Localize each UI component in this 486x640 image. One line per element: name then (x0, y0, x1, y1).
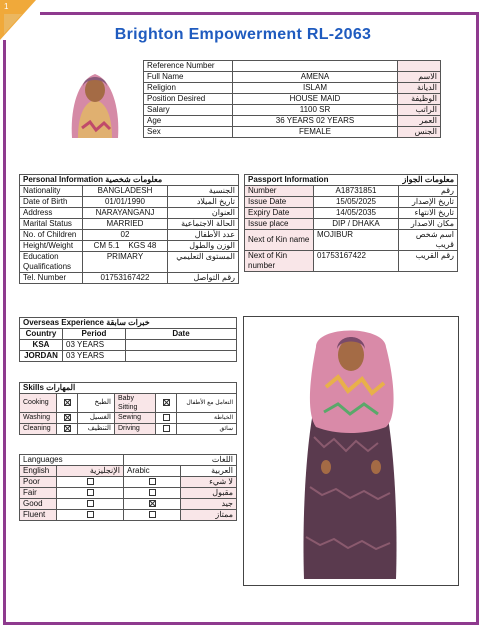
summary-label: Sex (144, 127, 233, 138)
skills-table (19, 382, 237, 435)
table-row (144, 105, 441, 116)
passport-info-title-ar: معلومات الجواز (402, 175, 454, 184)
skill-label-ar: التعامل مع الأطفال (177, 394, 237, 413)
language-level-label: Good (20, 499, 57, 510)
personal-label-ar: الوزن والطول (168, 241, 239, 252)
personal-label: No. of Children (20, 230, 83, 241)
skills-header (20, 383, 237, 394)
passport-label-ar: تاريخ الإصدار (399, 197, 458, 208)
checkbox-checked-icon (163, 399, 170, 406)
table-row (245, 208, 458, 219)
personal-label-ar: المستوى التعليمي (168, 252, 239, 273)
overseas-header (20, 318, 237, 329)
summary-label: Salary (144, 105, 233, 116)
full-body-photo (243, 316, 459, 586)
skills-title: Skills (23, 383, 44, 392)
language-level-label: Fluent (20, 510, 57, 521)
personal-value: MARRIED (83, 219, 168, 230)
table-row (20, 351, 237, 362)
table-row (144, 72, 441, 83)
table-row (20, 208, 239, 219)
english-checkbox[interactable] (57, 477, 124, 488)
skill-label: Baby Sitting (115, 394, 156, 413)
personal-label: Nationality (20, 186, 83, 197)
personal-value: 02 (83, 230, 168, 241)
passport-label: Next of Kin name (245, 230, 314, 251)
personal-label: Tel. Number (20, 273, 83, 284)
checkbox-empty-icon (87, 478, 94, 485)
language-level-label: Fair (20, 488, 57, 499)
table-row (20, 186, 239, 197)
summary-value: AMENA (233, 72, 398, 83)
table-row (144, 116, 441, 127)
arabic-checkbox[interactable] (124, 499, 181, 510)
passport-value: 14/05/2035 (314, 208, 399, 219)
overseas-country: JORDAN (20, 351, 63, 362)
passport-label-ar: رقم (399, 186, 458, 197)
checkbox-checked-icon (64, 425, 71, 432)
table-row (20, 466, 237, 477)
skills-title-ar: المهارات (46, 383, 76, 392)
summary-label-ar: الجنس (398, 127, 441, 138)
personal-value: 01/01/1990 (83, 197, 168, 208)
checkbox-empty-icon (87, 500, 94, 507)
overseas-experience-table (19, 317, 237, 362)
personal-label: Education Qualifications (20, 252, 83, 273)
personal-label-ar: عدد الأطفال (168, 230, 239, 241)
summary-label: Full Name (144, 72, 233, 83)
table-row (20, 197, 239, 208)
border-bottom (3, 622, 479, 625)
arabic-checkbox[interactable] (124, 510, 181, 521)
passport-label-ar: تاريخ الانتهاء (399, 208, 458, 219)
personal-value: CM 5.1 KGS 48 (83, 241, 168, 252)
passport-label-ar: اسم شخص قريب (399, 230, 458, 251)
personal-label: Address (20, 208, 83, 219)
table-row (20, 318, 237, 329)
table-row (20, 252, 239, 273)
checkbox-empty-icon (163, 425, 170, 432)
border-top (40, 12, 478, 15)
summary-label-ar: الاسم (398, 72, 441, 83)
skill-label-ar: الغسيل (78, 413, 115, 424)
table-row (20, 241, 239, 252)
skill-checkbox[interactable] (57, 394, 78, 413)
skill-label: Sewing (115, 413, 156, 424)
table-row (20, 477, 237, 488)
table-row (20, 383, 237, 394)
table-row (245, 197, 458, 208)
table-row (20, 394, 237, 413)
skill-label-ar: التنظيف (78, 424, 115, 435)
table-row (20, 488, 237, 499)
skill-checkbox[interactable] (57, 413, 78, 424)
checkbox-empty-icon (149, 489, 156, 496)
arabic-checkbox[interactable] (124, 488, 181, 499)
checkbox-empty-icon (149, 478, 156, 485)
language-english-label: English (20, 466, 57, 477)
border-right (476, 12, 479, 624)
table-row (144, 83, 441, 94)
personal-label-ar: الحالة الاجتماعية (168, 219, 239, 230)
summary-value: 1100 SR (233, 105, 398, 116)
overseas-period: 03 YEARS (63, 351, 126, 362)
table-row (20, 219, 239, 230)
skill-label-ar: الطبخ (78, 394, 115, 413)
passport-value: MOJIBUR (314, 230, 399, 251)
skill-checkbox[interactable] (156, 413, 177, 424)
personal-info-title: Personal Information (23, 175, 104, 184)
passport-value: DIP / DHAKA (314, 219, 399, 230)
english-checkbox[interactable] (57, 510, 124, 521)
skill-label: Cooking (20, 394, 57, 413)
page-number: 1 (4, 2, 9, 11)
personal-label-ar: الجنسية (168, 186, 239, 197)
summary-label: Religion (144, 83, 233, 94)
checkbox-empty-icon (163, 414, 170, 421)
summary-label-ar: العمر (398, 116, 441, 127)
summary-value: 36 YEARS 02 YEARS (233, 116, 398, 127)
language-level-label-ar: جيد (181, 499, 237, 510)
overseas-country: KSA (20, 340, 63, 351)
passport-value: A18731851 (314, 186, 399, 197)
personal-info-table (19, 174, 239, 284)
table-row (20, 455, 237, 466)
overseas-title: Overseas Experience (23, 318, 104, 327)
table-row (245, 251, 458, 272)
summary-value: HOUSE MAID (233, 94, 398, 105)
table-row (20, 510, 237, 521)
personal-label: Date of Birth (20, 197, 83, 208)
languages-title: Languages (20, 455, 124, 466)
personal-info-title-ar: معلومات شخصية (105, 175, 163, 184)
personal-label-ar: تاريخ الميلاد (168, 197, 239, 208)
personal-label: Marital Status (20, 219, 83, 230)
arabic-checkbox[interactable] (124, 477, 181, 488)
summary-label-ar: الراتب (398, 105, 441, 116)
skill-label: Cleaning (20, 424, 57, 435)
summary-label: Age (144, 116, 233, 127)
checkbox-checked-icon (64, 399, 71, 406)
passport-label: Number (245, 186, 314, 197)
language-level-label-ar: ممتاز (181, 510, 237, 521)
skill-label-ar: الخياطة (177, 413, 237, 424)
border-left (3, 40, 6, 624)
checkbox-checked-icon (149, 500, 156, 507)
overseas-title-ar: خبرات سابقة (106, 318, 150, 327)
language-arabic-label-ar: العربية (181, 466, 237, 477)
personal-value: NARAYANGANJ (83, 208, 168, 219)
page-title: Brighton Empowerment RL-2063 (114, 26, 372, 43)
table-row (20, 329, 237, 340)
checkbox-empty-icon (87, 511, 94, 518)
summary-label-ar: الوظيفة (398, 94, 441, 105)
language-level-label: Poor (20, 477, 57, 488)
table-row (245, 175, 458, 186)
summary-value (233, 61, 398, 72)
summary-table (143, 60, 441, 138)
passport-info-table (244, 174, 458, 272)
passport-label: Next of Kin number (245, 251, 314, 272)
personal-label-ar: العنوان (168, 208, 239, 219)
table-row (20, 230, 239, 241)
column-header-period: Period (63, 329, 126, 340)
checkbox-empty-icon (149, 511, 156, 518)
passport-info-title: Passport Information (248, 175, 329, 184)
english-checkbox[interactable] (57, 488, 124, 499)
headshot-photo (52, 58, 138, 138)
language-level-label-ar: لا شيء (181, 477, 237, 488)
summary-label: Position Desired (144, 94, 233, 105)
table-row (245, 186, 458, 197)
summary-label-ar (398, 61, 441, 72)
skill-checkbox[interactable] (156, 394, 177, 413)
summary-value: FEMALE (233, 127, 398, 138)
table-row (20, 273, 239, 284)
passport-value: 15/05/2025 (314, 197, 399, 208)
skill-label-ar: سائق (177, 424, 237, 435)
overseas-date (126, 351, 237, 362)
table-row (20, 413, 237, 424)
checkbox-checked-icon (64, 414, 71, 421)
personal-info-header (20, 175, 239, 186)
table-row (245, 219, 458, 230)
language-level-label-ar: مقبول (181, 488, 237, 499)
table-row (144, 127, 441, 138)
summary-value: ISLAM (233, 83, 398, 94)
skill-label: Washing (20, 413, 57, 424)
passport-value: 01753167422 (314, 251, 399, 272)
summary-label: Reference Number (144, 61, 233, 72)
overseas-date (126, 340, 237, 351)
column-header-date: Date (126, 329, 237, 340)
language-english-label-ar: الإنجليزية (57, 466, 124, 477)
skill-checkbox[interactable] (156, 424, 177, 435)
checkbox-empty-icon (87, 489, 94, 496)
english-checkbox[interactable] (57, 499, 124, 510)
personal-label-ar: رقم التواصل (168, 273, 239, 284)
passport-label: Expiry Date (245, 208, 314, 219)
personal-value: 01753167422 (83, 273, 168, 284)
passport-label-ar: رقم القريب (399, 251, 458, 272)
languages-title-ar: اللغات (124, 455, 237, 466)
skill-checkbox[interactable] (57, 424, 78, 435)
table-row (20, 340, 237, 351)
language-arabic-label: Arabic (124, 466, 181, 477)
passport-label-ar: مكان الاصدار (399, 219, 458, 230)
personal-label: Height/Weight (20, 241, 83, 252)
personal-value: BANGLADESH (83, 186, 168, 197)
skill-label: Driving (115, 424, 156, 435)
summary-label-ar: الديانة (398, 83, 441, 94)
table-row (245, 230, 458, 251)
table-row (144, 61, 441, 72)
table-row (20, 424, 237, 435)
column-header-country: Country (20, 329, 63, 340)
table-row (20, 175, 239, 186)
passport-label: Issue place (245, 219, 314, 230)
personal-value: PRIMARY (83, 252, 168, 273)
languages-table (19, 454, 237, 521)
table-row (144, 94, 441, 105)
overseas-period: 03 YEARS (63, 340, 126, 351)
table-row (20, 499, 237, 510)
passport-label: Issue Date (245, 197, 314, 208)
passport-info-header (245, 175, 458, 186)
